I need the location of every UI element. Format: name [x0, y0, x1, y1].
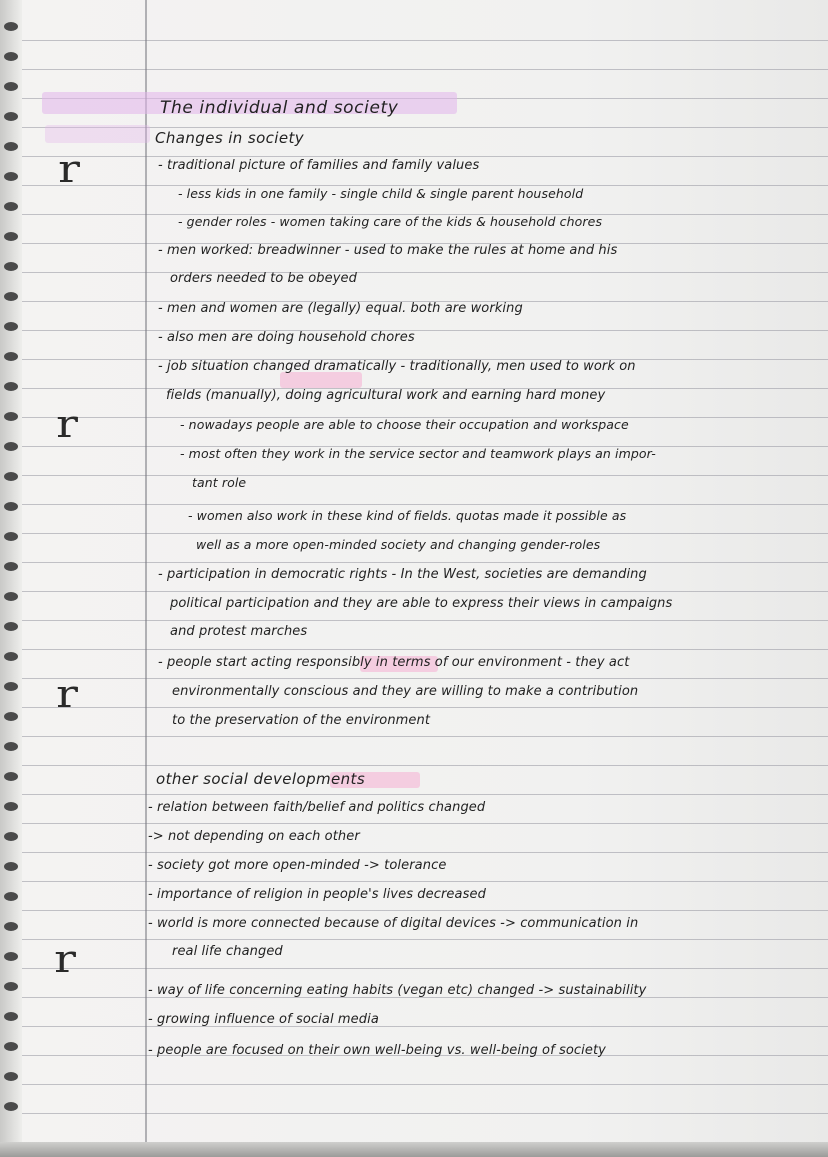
heading-highlight [45, 125, 150, 143]
binding-hole [4, 1072, 18, 1081]
binding-hole [4, 892, 18, 901]
margin-line [145, 0, 147, 1157]
word-highlight [280, 372, 362, 388]
note-line: - growing influence of social media [148, 1012, 379, 1027]
binding-hole [4, 832, 18, 841]
binding-hole [4, 292, 18, 301]
margin-mark: r [56, 672, 78, 716]
note-line: - importance of religion in people's lives decreased [148, 887, 486, 902]
binding-hole [4, 1102, 18, 1111]
margin-mark: r [54, 937, 76, 981]
binding-hole [4, 502, 18, 511]
binding-hole [4, 742, 18, 751]
note-line: and protest marches [170, 624, 308, 639]
page-edge-shadow [0, 1142, 828, 1157]
note-line: - people are focused on their own well-being vs. well-being of society [148, 1043, 606, 1058]
note-line: to the preservation of the environment [172, 713, 431, 728]
note-line: - also men are doing household chores [158, 330, 415, 345]
binding-hole [4, 562, 18, 571]
binding-hole [4, 322, 18, 331]
section-heading-other: other social developments [156, 770, 366, 788]
note-line: - traditional picture of families and family values [158, 158, 480, 173]
binding-hole [4, 862, 18, 871]
binding-hole [4, 412, 18, 421]
binding-hole [4, 652, 18, 661]
spiral-binding [0, 0, 22, 1157]
binding-hole [4, 952, 18, 961]
note-line: - society got more open-minded -> tolerance [148, 858, 447, 873]
note-line: - participation in democratic rights - In the West, societies are demanding [158, 567, 647, 582]
binding-hole [4, 262, 18, 271]
binding-hole [4, 472, 18, 481]
binding-hole [4, 982, 18, 991]
note-line: well as a more open-minded society and changing gender-roles [196, 537, 601, 552]
binding-hole [4, 112, 18, 121]
note-line: - relation between faith/belief and politics changed [148, 800, 486, 815]
note-line: fields (manually), doing agricultural work and earning hard money [166, 388, 606, 403]
binding-hole [4, 52, 18, 61]
margin-mark: r [58, 147, 80, 191]
note-line: - men and women are (legally) equal. both are working [158, 301, 523, 316]
binding-hole [4, 142, 18, 151]
page-title: The individual and society [160, 98, 399, 118]
note-line: - less kids in one family - single child & single parent household [178, 186, 584, 201]
note-line: - world is more connected because of digital devices -> communication in [148, 916, 639, 931]
note-line: - job situation changed dramatically - traditionally, men used to work on [158, 359, 636, 374]
binding-hole [4, 712, 18, 721]
binding-hole [4, 622, 18, 631]
binding-hole [4, 592, 18, 601]
binding-hole [4, 532, 18, 541]
binding-hole [4, 172, 18, 181]
binding-hole [4, 1042, 18, 1051]
note-line: - men worked: breadwinner - used to make the rules at home and his [158, 243, 618, 258]
note-line: - people start acting responsibly in terms of our environment - they act [158, 655, 630, 670]
note-line: orders needed to be obeyed [170, 271, 357, 286]
note-line: -> not depending on each other [148, 829, 360, 844]
binding-hole [4, 382, 18, 391]
note-line: environmentally conscious and they are willing to make a contribution [172, 684, 639, 699]
binding-hole [4, 442, 18, 451]
note-line: - most often they work in the service sector and teamwork plays an impor- [180, 446, 656, 461]
note-line: - gender roles - women taking care of the kids & household chores [178, 214, 603, 229]
margin-mark: r [56, 402, 78, 446]
binding-hole [4, 682, 18, 691]
binding-hole [4, 202, 18, 211]
binding-hole [4, 352, 18, 361]
binding-hole [4, 802, 18, 811]
note-line: - way of life concerning eating habits (vegan etc) changed -> sustainability [148, 983, 647, 998]
binding-hole [4, 82, 18, 91]
note-line: political participation and they are able to express their views in campaigns [170, 596, 673, 611]
section-heading-changes: Changes in society [155, 129, 305, 147]
binding-hole [4, 22, 18, 31]
note-line: - nowadays people are able to choose their occupation and workspace [180, 417, 629, 432]
note-line: real life changed [172, 944, 283, 959]
binding-hole [4, 232, 18, 241]
binding-hole [4, 1012, 18, 1021]
binding-hole [4, 772, 18, 781]
note-line: tant role [192, 475, 247, 490]
binding-hole [4, 922, 18, 931]
note-line: - women also work in these kind of fields. quotas made it possible as [188, 508, 627, 523]
